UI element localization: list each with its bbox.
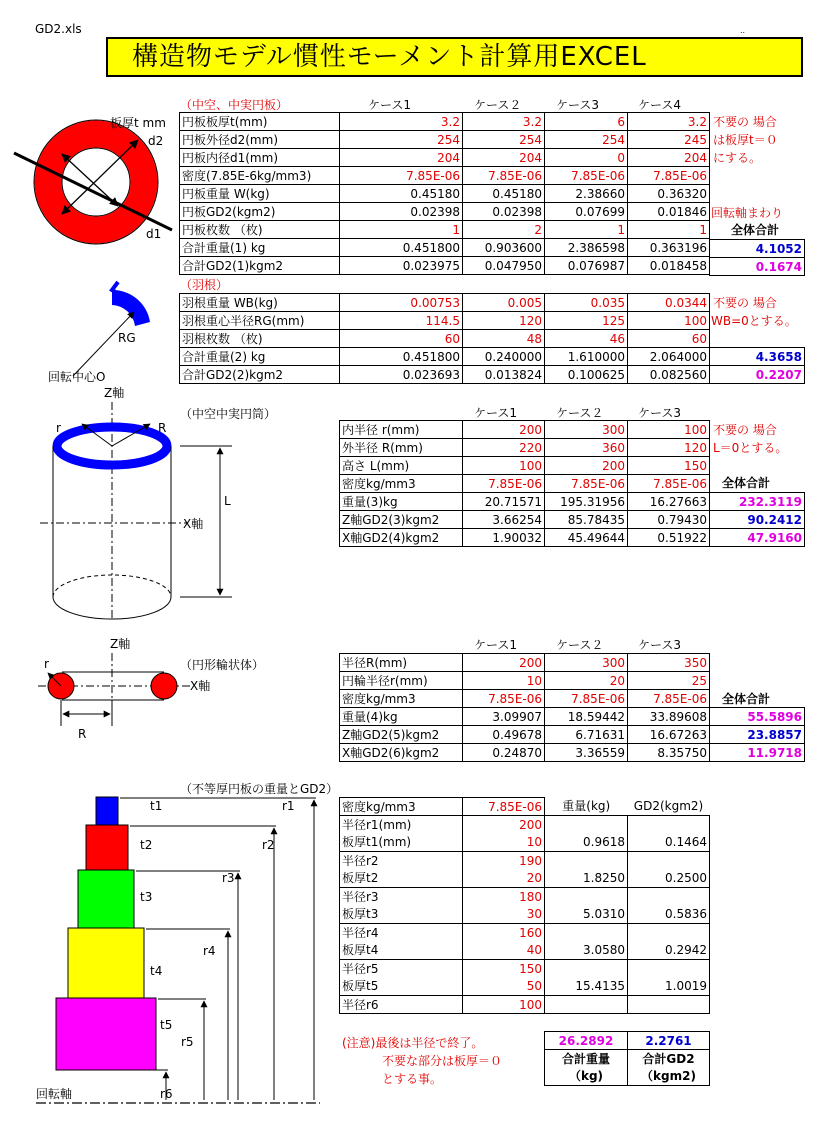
blade-cell: 60 — [628, 330, 710, 348]
cylinder-cell: 45.49644 — [545, 529, 628, 547]
cylinder-x-axis-label: X軸 — [183, 517, 204, 531]
disk-cell: 254 — [340, 131, 463, 149]
t5-label: t5 — [160, 1018, 173, 1032]
t1-label: t1 — [150, 799, 163, 813]
cylinder-cell: 0.79430 — [628, 511, 710, 529]
cylinder-section-title: （中空中実円筒） — [180, 407, 277, 421]
torus-total-label: 全体合計 — [722, 692, 771, 706]
cylinder-total-x: 47.9160 — [710, 529, 805, 547]
cylinder-cell: 120 — [628, 439, 710, 457]
disk-cell: 3.2 — [340, 113, 463, 131]
r3-label: r3 — [222, 871, 235, 885]
disk-row-label: 円板外径d2(mm) — [180, 131, 340, 149]
disk-cell: 7.85E-06 — [340, 167, 463, 185]
disk-total-gd2: 0.1674 — [710, 258, 805, 276]
disk-cell: 7.85E-06 — [463, 167, 545, 185]
disk-row-label: 円板板厚t(mm) — [180, 113, 340, 131]
torus-row-label: 重量(4)kg — [340, 708, 463, 726]
cylinder-cell: 7.85E-06 — [545, 475, 628, 493]
step-5 — [56, 998, 156, 1070]
disk-cell: 0.01846 — [628, 203, 710, 221]
disk-cell: 0.02398 — [463, 203, 545, 221]
torus-cell: 7.85E-06 — [545, 690, 628, 708]
disk-row-label: 円板GD2(kgm2) — [180, 203, 340, 221]
disk-case-4-header: ケース4 — [638, 98, 682, 112]
torus-cell: 20 — [545, 672, 628, 690]
blade-row-label: 羽根重心半径RG(mm) — [180, 312, 340, 330]
blade-cell: 0.082560 — [628, 366, 710, 384]
disk-cell: 0.047950 — [463, 257, 545, 275]
stepped-density-label: 密度kg/mm3 — [340, 798, 463, 816]
cylinder-r-label: r — [56, 421, 61, 435]
disk-row-label: 合計重量(1) kg — [180, 239, 340, 257]
blade-row-label: 合計重量(2) kg — [180, 348, 340, 366]
blade-note-1: 不要の 場合 — [713, 296, 777, 310]
stepped-radius-value: 190 — [463, 852, 545, 870]
stepped-note-2: 不要な部分は板厚＝０ — [382, 1054, 503, 1068]
stepped-gd2-value: 0.1464 — [628, 834, 710, 852]
torus-case-2-header: ケース２ — [556, 638, 604, 652]
step-3 — [78, 870, 134, 928]
stepped-radius-label: 半径r2 — [340, 852, 463, 870]
r4-label: r4 — [203, 944, 216, 958]
stepped-radius-value: 160 — [463, 924, 545, 942]
torus-row-label: X軸GD2(6)kgm2 — [340, 744, 463, 762]
blade-cell: 0.023693 — [340, 366, 463, 384]
cylinder-cell: 20.71571 — [463, 493, 545, 511]
stepped-note-1: (注意)最後は半径で終了。 — [342, 1036, 484, 1050]
stepped-total-weight-label: 合計重量 — [545, 1050, 628, 1068]
stepped-gd2-value: 0.2942 — [628, 942, 710, 960]
step-1 — [96, 797, 118, 825]
torus-cell: 16.67263 — [628, 726, 710, 744]
stepped-thickness-value: 10 — [463, 834, 545, 852]
stepped-radius-value: 150 — [463, 960, 545, 978]
blade-cell: 0.240000 — [463, 348, 545, 366]
blade-cell: 0.00753 — [340, 294, 463, 312]
torus-cell: 200 — [463, 654, 545, 672]
torus-z-axis-label: Z軸 — [110, 637, 131, 651]
cylinder-cell: 85.78435 — [545, 511, 628, 529]
stepped-diagram — [36, 797, 320, 1103]
cylinder-row-label: 外半径 R(mm) — [340, 439, 463, 457]
cylinder-z-axis-label: Z軸 — [104, 386, 125, 400]
disk-cell: 7.85E-06 — [628, 167, 710, 185]
blade-row-label: 合計GD2(2)kgm2 — [180, 366, 340, 384]
torus-case-1-header: ケース1 — [474, 638, 518, 652]
file-name: GD2.xls — [35, 22, 82, 36]
cylinder-cell: 0.51922 — [628, 529, 710, 547]
blade-cell: 0.005 — [463, 294, 545, 312]
disk-row-label: 円板内径d1(mm) — [180, 149, 340, 167]
stepped-weight-value: 3.0580 — [545, 942, 628, 960]
d2-label: d2 — [148, 134, 164, 148]
step-4 — [68, 928, 144, 998]
torus-total-z: 23.8857 — [710, 726, 805, 744]
d1-label: d1 — [146, 227, 162, 241]
rotation-center-label: 回転中心O — [48, 370, 106, 384]
torus-total-x: 11.9718 — [710, 744, 805, 762]
disk-note-2: は板厚t＝０ — [713, 133, 778, 147]
disk-case-2-header: ケース２ — [474, 98, 522, 112]
torus-r-label: r — [44, 657, 49, 671]
stepped-thickness-value: 20 — [463, 870, 545, 888]
cylinder-row-label: 重量(3)kg — [340, 493, 463, 511]
cylinder-total-weight: 232.3119 — [710, 493, 805, 511]
torus-cell: 7.85E-06 — [628, 690, 710, 708]
disk-cell: 0.45180 — [340, 185, 463, 203]
stepped-last-radius-value: 100 — [463, 996, 545, 1014]
disk-cell: 0.45180 — [463, 185, 545, 203]
stepped-radius-value: 180 — [463, 888, 545, 906]
disk-cell: 254 — [545, 131, 628, 149]
torus-diagram — [38, 636, 210, 741]
stepped-total-weight: 26.2892 — [545, 1032, 628, 1050]
stepped-radius-label: 半径r1(mm) — [340, 816, 463, 834]
blade-cell: 2.064000 — [628, 348, 710, 366]
stepped-gd2-value: 0.5836 — [628, 906, 710, 924]
torus-case-3-header: ケース3 — [638, 638, 682, 652]
blade-row-label: 羽根枚数 （枚) — [180, 330, 340, 348]
cylinder-diagram — [40, 385, 232, 620]
disk-row-label: 密度(7.85E-6kg/mm3) — [180, 167, 340, 185]
disk-cell: 0.36320 — [628, 185, 710, 203]
torus-cell: 6.71631 — [545, 726, 628, 744]
cylinder-cell: 300 — [545, 421, 628, 439]
blade-cell: 0.0344 — [628, 294, 710, 312]
torus-cell: 0.24870 — [463, 744, 545, 762]
disk-cell: 2.38660 — [545, 185, 628, 203]
disk-cell: 3.2 — [463, 113, 545, 131]
stepped-total-gd2-label: 合計GD2 — [628, 1050, 710, 1068]
torus-cell: 0.49678 — [463, 726, 545, 744]
cylinder-cell: 100 — [628, 421, 710, 439]
stepped-weight-value: 1.8250 — [545, 870, 628, 888]
stepped-total-weight-unit: （kg) — [545, 1068, 628, 1086]
rg-label: RG — [118, 331, 136, 345]
disk-cell: 0.363196 — [628, 239, 710, 257]
torus-total-weight: 55.5896 — [710, 708, 805, 726]
cylinder-cell: 195.31956 — [545, 493, 628, 511]
disk-cell: 1 — [628, 221, 710, 239]
stepped-weight-value: 15.4135 — [545, 978, 628, 996]
blade-cell: 120 — [463, 312, 545, 330]
cylinder-cell: 150 — [628, 457, 710, 475]
blade-total-weight: 4.3658 — [710, 348, 805, 366]
blade-cell: 0.451800 — [340, 348, 463, 366]
rotation-axis-label: 回転軸 — [36, 1087, 73, 1101]
cylinder-L-label: L — [224, 494, 231, 508]
t4-label: t4 — [150, 964, 163, 978]
stepped-weight-value: 0.9618 — [545, 834, 628, 852]
disk-cell: 204 — [628, 149, 710, 167]
cylinder-cell: 3.66254 — [463, 511, 545, 529]
stepped-radius-label: 半径r4 — [340, 924, 463, 942]
stepped-thickness-value: 50 — [463, 978, 545, 996]
stepped-radius-label: 半径r3 — [340, 888, 463, 906]
torus-cell: 350 — [628, 654, 710, 672]
disk-total-weight: 4.1052 — [710, 240, 805, 258]
blade-cell: 114.5 — [340, 312, 463, 330]
disk-axis-note: 回転軸まわり — [711, 206, 784, 220]
blade-cell: 125 — [545, 312, 628, 330]
disk-cell: 0.02398 — [340, 203, 463, 221]
blade-total-gd2: 0.2207 — [710, 366, 805, 384]
cylinder-row-label: Z軸GD2(3)kgm2 — [340, 511, 463, 529]
blade-diagram — [48, 282, 150, 384]
torus-row-label: 密度kg/mm3 — [340, 690, 463, 708]
torus-cell: 18.59442 — [545, 708, 628, 726]
disk-cell: 3.2 — [628, 113, 710, 131]
blade-note-2: WB=0とする。 — [711, 314, 797, 328]
cylinder-note-2: L＝0とする。 — [713, 441, 788, 455]
torus-x-axis-label: X軸 — [190, 679, 211, 693]
torus-row-label: 円輪半径r(mm) — [340, 672, 463, 690]
blade-cell: 0.013824 — [463, 366, 545, 384]
disk-cell: 0 — [545, 149, 628, 167]
cylinder-row-label: 内半径 r(mm) — [340, 421, 463, 439]
disk-cell: 6 — [545, 113, 628, 131]
blade-cell: 46 — [545, 330, 628, 348]
disk-note-1: 不要の 場合 — [713, 115, 777, 129]
disk-cell: 0.018458 — [628, 257, 710, 275]
disk-case-3-header: ケース3 — [556, 98, 600, 112]
disk-cell: 7.85E-06 — [545, 167, 628, 185]
step-2 — [86, 825, 128, 870]
stepped-last-radius-label: 半径r6 — [340, 996, 463, 1014]
blade-cell: 60 — [340, 330, 463, 348]
blade-cell: 0.100625 — [545, 366, 628, 384]
cylinder-cell: 16.27663 — [628, 493, 710, 511]
disk-cell: 0.903600 — [463, 239, 545, 257]
stepped-section-title: （不等厚円板の重量とGD2） — [180, 782, 339, 796]
cylinder-cell: 7.85E-06 — [463, 475, 545, 493]
stepped-radius-label: 半径r5 — [340, 960, 463, 978]
r2-label: r2 — [262, 838, 275, 852]
torus-cell: 3.09907 — [463, 708, 545, 726]
cylinder-cell: 7.85E-06 — [628, 475, 710, 493]
stepped-gd2-value: 0.2500 — [628, 870, 710, 888]
torus-section-title: （円形輪状体） — [180, 658, 265, 672]
r5-label: r5 — [181, 1035, 194, 1049]
stepped-total-gd2: 2.2761 — [628, 1032, 710, 1050]
stepped-thickness-label: 板厚t4 — [340, 942, 463, 960]
cylinder-row-label: 高さ L(mm) — [340, 457, 463, 475]
torus-cell: 25 — [628, 672, 710, 690]
disk-cell: 204 — [340, 149, 463, 167]
disk-cell: 0.076987 — [545, 257, 628, 275]
r1-label: r1 — [282, 799, 295, 813]
cylinder-cell: 1.90032 — [463, 529, 545, 547]
cylinder-case-3-header: ケース3 — [638, 406, 682, 420]
r6-label: r6 — [160, 1087, 173, 1101]
stepped-thickness-label: 板厚t2 — [340, 870, 463, 888]
disk-cell: 0.07699 — [545, 203, 628, 221]
torus-cell: 7.85E-06 — [463, 690, 545, 708]
torus-cell: 8.35750 — [628, 744, 710, 762]
stepped-radius-value: 200 — [463, 816, 545, 834]
blade-cell: 48 — [463, 330, 545, 348]
disk-cell: 0.451800 — [340, 239, 463, 257]
cylinder-case-2-header: ケース２ — [556, 406, 604, 420]
torus-cell: 3.36559 — [545, 744, 628, 762]
stepped-total-gd2-unit: （kgm2) — [628, 1068, 710, 1086]
cylinder-cell: 220 — [463, 439, 545, 457]
cylinder-row-label: 密度kg/mm3 — [340, 475, 463, 493]
disk-row-label: 合計GD2(1)kgm2 — [180, 257, 340, 275]
disk-cell: 204 — [463, 149, 545, 167]
cylinder-R-label: R — [158, 421, 167, 435]
stepped-note-3: とする事。 — [382, 1072, 443, 1086]
disk-note-3: にする。 — [713, 151, 762, 165]
disk-cell: 2.386598 — [545, 239, 628, 257]
blade-cell: 1.610000 — [545, 348, 628, 366]
disk-cell: 245 — [628, 131, 710, 149]
disk-section-title: （中空、中実円板） — [180, 98, 289, 112]
blade-section-title: （羽根） — [180, 278, 229, 292]
cylinder-cell: 100 — [463, 457, 545, 475]
torus-row-label: 半径R(mm) — [340, 654, 463, 672]
disk-row-label: 円板枚数 （枚) — [180, 221, 340, 239]
stepped-thickness-label: 板厚t1(mm) — [340, 834, 463, 852]
cylinder-row-label: X軸GD2(4)kgm2 — [340, 529, 463, 547]
disk-cell: 1 — [340, 221, 463, 239]
stepped-thickness-label: 板厚t3 — [340, 906, 463, 924]
stepped-thickness-value: 40 — [463, 942, 545, 960]
t2-label: t2 — [140, 838, 153, 852]
t3-label: t3 — [140, 890, 153, 904]
cylinder-total-label: 全体合計 — [722, 476, 771, 490]
stepped-gd2-value: 1.0019 — [628, 978, 710, 996]
disk-cell: 0.023975 — [340, 257, 463, 275]
stepped-density-value: 7.85E-06 — [463, 798, 545, 816]
blade-cell: 0.035 — [545, 294, 628, 312]
disk-cell: 1 — [545, 221, 628, 239]
stepped-weight-value: 5.0310 — [545, 906, 628, 924]
torus-R-label: R — [78, 727, 87, 741]
stepped-gd2-header: GD2(kgm2) — [633, 799, 704, 814]
disk-case-1-header: ケース1 — [368, 98, 412, 112]
disk-cell: 2 — [463, 221, 545, 239]
torus-cell: 300 — [545, 654, 628, 672]
cylinder-cell: 200 — [545, 457, 628, 475]
cylinder-note-1: 不要の 場合 — [713, 423, 777, 437]
disk-row-label: 円板重量 W(kg) — [180, 185, 340, 203]
disk-total-label: 全体合計 — [731, 223, 780, 237]
blade-row-label: 羽根重量 WB(kg) — [180, 294, 340, 312]
cylinder-cell: 360 — [545, 439, 628, 457]
disk-cell: 254 — [463, 131, 545, 149]
blade-cell: 100 — [628, 312, 710, 330]
cylinder-case-1-header: ケース1 — [474, 406, 518, 420]
torus-cell: 10 — [463, 672, 545, 690]
torus-right-section — [151, 673, 177, 699]
stepped-thickness-value: 30 — [463, 906, 545, 924]
corner-mark: .. — [740, 26, 746, 35]
thickness-label: 板厚t mm — [110, 116, 166, 130]
cylinder-cell: 200 — [463, 421, 545, 439]
stepped-weight-header: 重量(kg) — [562, 799, 611, 814]
torus-row-label: Z軸GD2(5)kgm2 — [340, 726, 463, 744]
torus-cell: 33.89608 — [628, 708, 710, 726]
stepped-thickness-label: 板厚t5 — [340, 978, 463, 996]
cylinder-total-z: 90.2412 — [710, 511, 805, 529]
page-title: 構造物モデル慣性モーメント計算用EXCEL — [106, 37, 803, 77]
disk-diagram — [14, 115, 172, 244]
